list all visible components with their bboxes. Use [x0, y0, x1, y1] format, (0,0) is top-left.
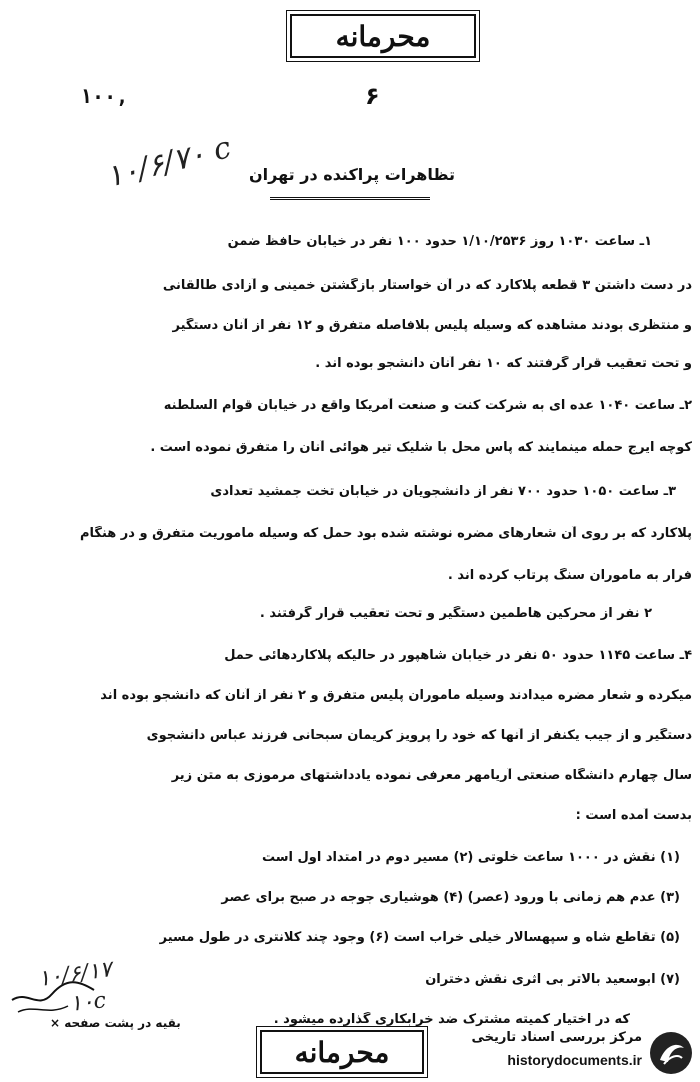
body-line: بدست آمده است : — [575, 808, 692, 823]
archive-logo-icon — [648, 1030, 694, 1076]
page-number: ۶ — [365, 82, 380, 110]
body-line: ۲ـ ساعت ۱۰۴۰ عده ای به شرکت کنت و صنعت آمریکا واقع در خیابان قوام السلطنه — [163, 398, 692, 413]
confidential-stamp-bottom: محرمانه — [260, 1030, 424, 1074]
reference-number: ۱۰۰, — [80, 84, 129, 108]
body-line: که در اختیار کمیته مشترک ضد خرابکاری گذارده میشود . — [273, 1012, 630, 1027]
body-line: (۷) ابوسعید بالاتر بی اثری نقش دختران — [425, 972, 680, 987]
body-line: (۳) عدم هم زمانی با ورود (عصر) (۴) هوشیاری جوجه در صبح برای عصر — [221, 890, 680, 905]
continued-footnote: بقیه در پشت صفحه × — [50, 1016, 181, 1030]
body-line: ۳ـ ساعت ۱۰۵۰ حدود ۷۰۰ نفر از دانشجویان در خیابان تخت جمشید تعدادی — [210, 484, 676, 499]
handwritten-date: ۱۰/۶/۱۷ — [36, 956, 114, 993]
body-line: کوچه ایرج حمله مینمایند که پاس محل با شلیک تیر هوائی آنان را متفرق نموده است . — [150, 440, 692, 455]
archive-org-name: مرکز بررسی اسناد تاریخی — [471, 1030, 642, 1045]
body-line: سال چهارم دانشگاه صنعتی آریامهر معرفی نموده یادداشتهای مرموزی به متن زیر — [171, 768, 692, 783]
title-underline — [270, 197, 430, 200]
body-line: (۵) تقاطع شاه و سپهسالار خیلی خراب است (۶) وجود چند کلانتری در طول مسیر — [159, 930, 680, 945]
body-line: و تحت تعقیب قرار گرفتند که ۱۰ نفر آنان دانشجو بوده اند . — [315, 356, 692, 371]
body-line: در دست داشتن ۳ قطعه پلاکارد که در آن خواستار بازگشتن خمینی و آزادی طالقانی — [162, 278, 692, 293]
body-line: (۱) نقش در ۱۰۰۰ ساعت خلوتی (۲) مسیر دوم در امتداد اول است — [261, 850, 680, 865]
archive-watermark — [436, 1028, 696, 1078]
document-title: تظاهرات پراکنده در تهران — [249, 165, 455, 184]
confidential-stamp-top: محرمانه — [290, 14, 476, 58]
body-line: ۴ـ ساعت ۱۱۴۵ حدود ۵۰ نفر در خیابان شاهپور در حالیکه پلاکاردهائی حمل — [224, 648, 692, 663]
body-line: و منتظری بودند مشاهده که وسیله پلیس بلافاصله متفرق و ۱۲ نفر از آنان دستگیر — [172, 318, 692, 333]
body-line: پلاکارد که بر روی آن شعارهای مضره نوشته شده بود حمل که وسیله ماموریت متفرق و در هنگام — [79, 526, 692, 541]
handwritten-initials: ۱۰c — [68, 988, 108, 1017]
handwritten-note: ۱۰/۶/۷۰ c — [102, 130, 235, 195]
body-line: فرار به ماموران سنگ پرتاب کرده اند . — [447, 568, 692, 583]
body-line: میکرده و شعار مضره میدادند وسیله ماموران پلیس متفرق و ۲ نفر از آنان که دانشجو بوده اند — [100, 688, 692, 703]
body-line: ۱ـ ساعت ۱۰۳۰ روز ۱/۱۰/۲۵۳۶ حدود ۱۰۰ نفر در خیابان حافظ ضمن — [227, 234, 652, 249]
archive-site-link[interactable]: historydocuments.ir — [507, 1052, 642, 1068]
body-line: ۲ نفر از محرکین هاطمین دستگیر و تحت تعقیب قرار گرفتند . — [259, 606, 652, 621]
body-line: دستگیر و از جیب یکنفر از آنها که خود را پرویز کریمان سبحانی فرزند عباس دانشجوی — [146, 728, 692, 743]
